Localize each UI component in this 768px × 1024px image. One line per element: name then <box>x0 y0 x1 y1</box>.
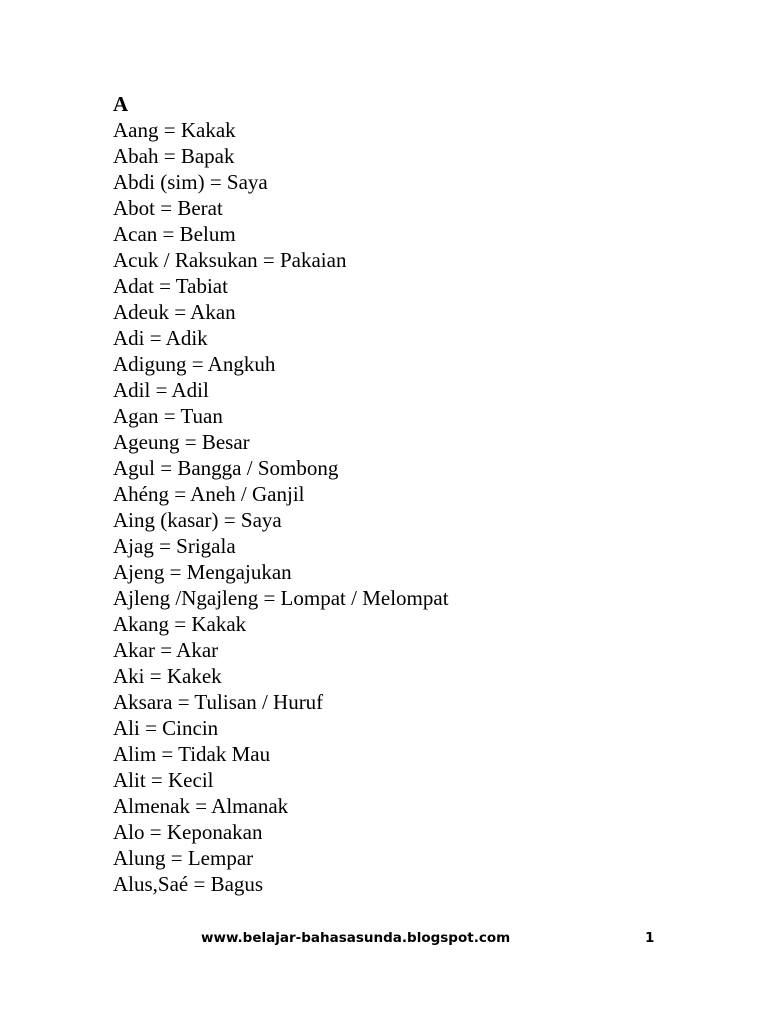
page-number: 1 <box>645 930 655 946</box>
section-heading: A <box>113 92 129 116</box>
dictionary-entry: Adi = Adik <box>113 326 208 350</box>
dictionary-entry: Abdi (sim) = Saya <box>113 170 268 194</box>
dictionary-entry: Alim = Tidak Mau <box>113 742 271 766</box>
footer-url: www.belajar-bahasasunda.blogspot.com <box>201 930 511 946</box>
dictionary-entry: Ali = Cincin <box>113 716 219 740</box>
dictionary-entry: Alit = Kecil <box>113 768 214 792</box>
dictionary-entry: Abot = Berat <box>113 196 223 220</box>
dictionary-entry: Aksara = Tulisan / Huruf <box>113 690 324 714</box>
dictionary-entry: Adat = Tabiat <box>113 274 228 298</box>
dictionary-entry: Agan = Tuan <box>113 404 223 428</box>
dictionary-entry: Ageung = Besar <box>113 430 250 454</box>
dictionary-entry: Abah = Bapak <box>113 144 235 168</box>
dictionary-entry: Ajag = Srigala <box>113 534 236 558</box>
dictionary-entry: Alo = Keponakan <box>113 820 263 844</box>
dictionary-entry: Agul = Bangga / Sombong <box>113 456 339 480</box>
dictionary-entry: Akar = Akar <box>113 638 219 662</box>
dictionary-list <box>113 91 449 897</box>
dictionary-entry: Alung = Lempar <box>113 846 254 870</box>
dictionary-entry: Adeuk = Akan <box>113 300 236 324</box>
dictionary-entry: Acan = Belum <box>113 222 236 246</box>
dictionary-entry: Aing (kasar) = Saya <box>113 508 282 532</box>
dictionary-entry: Ajeng = Mengajukan <box>113 560 292 584</box>
dictionary-entry: Aki = Kakek <box>113 664 222 688</box>
dictionary-entry: Alus,Saé = Bagus <box>113 872 264 896</box>
dictionary-entry: Almenak = Almanak <box>113 794 289 818</box>
dictionary-entry: Ahéng = Aneh / Ganjil <box>113 482 305 506</box>
dictionary-entry: Adil = Adil <box>113 378 209 402</box>
dictionary-entry: Ajleng /Ngajleng = Lompat / Melompat <box>113 586 449 610</box>
dictionary-entry: Adigung = Angkuh <box>113 352 276 376</box>
dictionary-entry: Acuk / Raksukan = Pakaian <box>113 248 347 272</box>
dictionary-entry: Aang = Kakak <box>113 118 236 142</box>
dictionary-entry: Akang = Kakak <box>113 612 247 636</box>
